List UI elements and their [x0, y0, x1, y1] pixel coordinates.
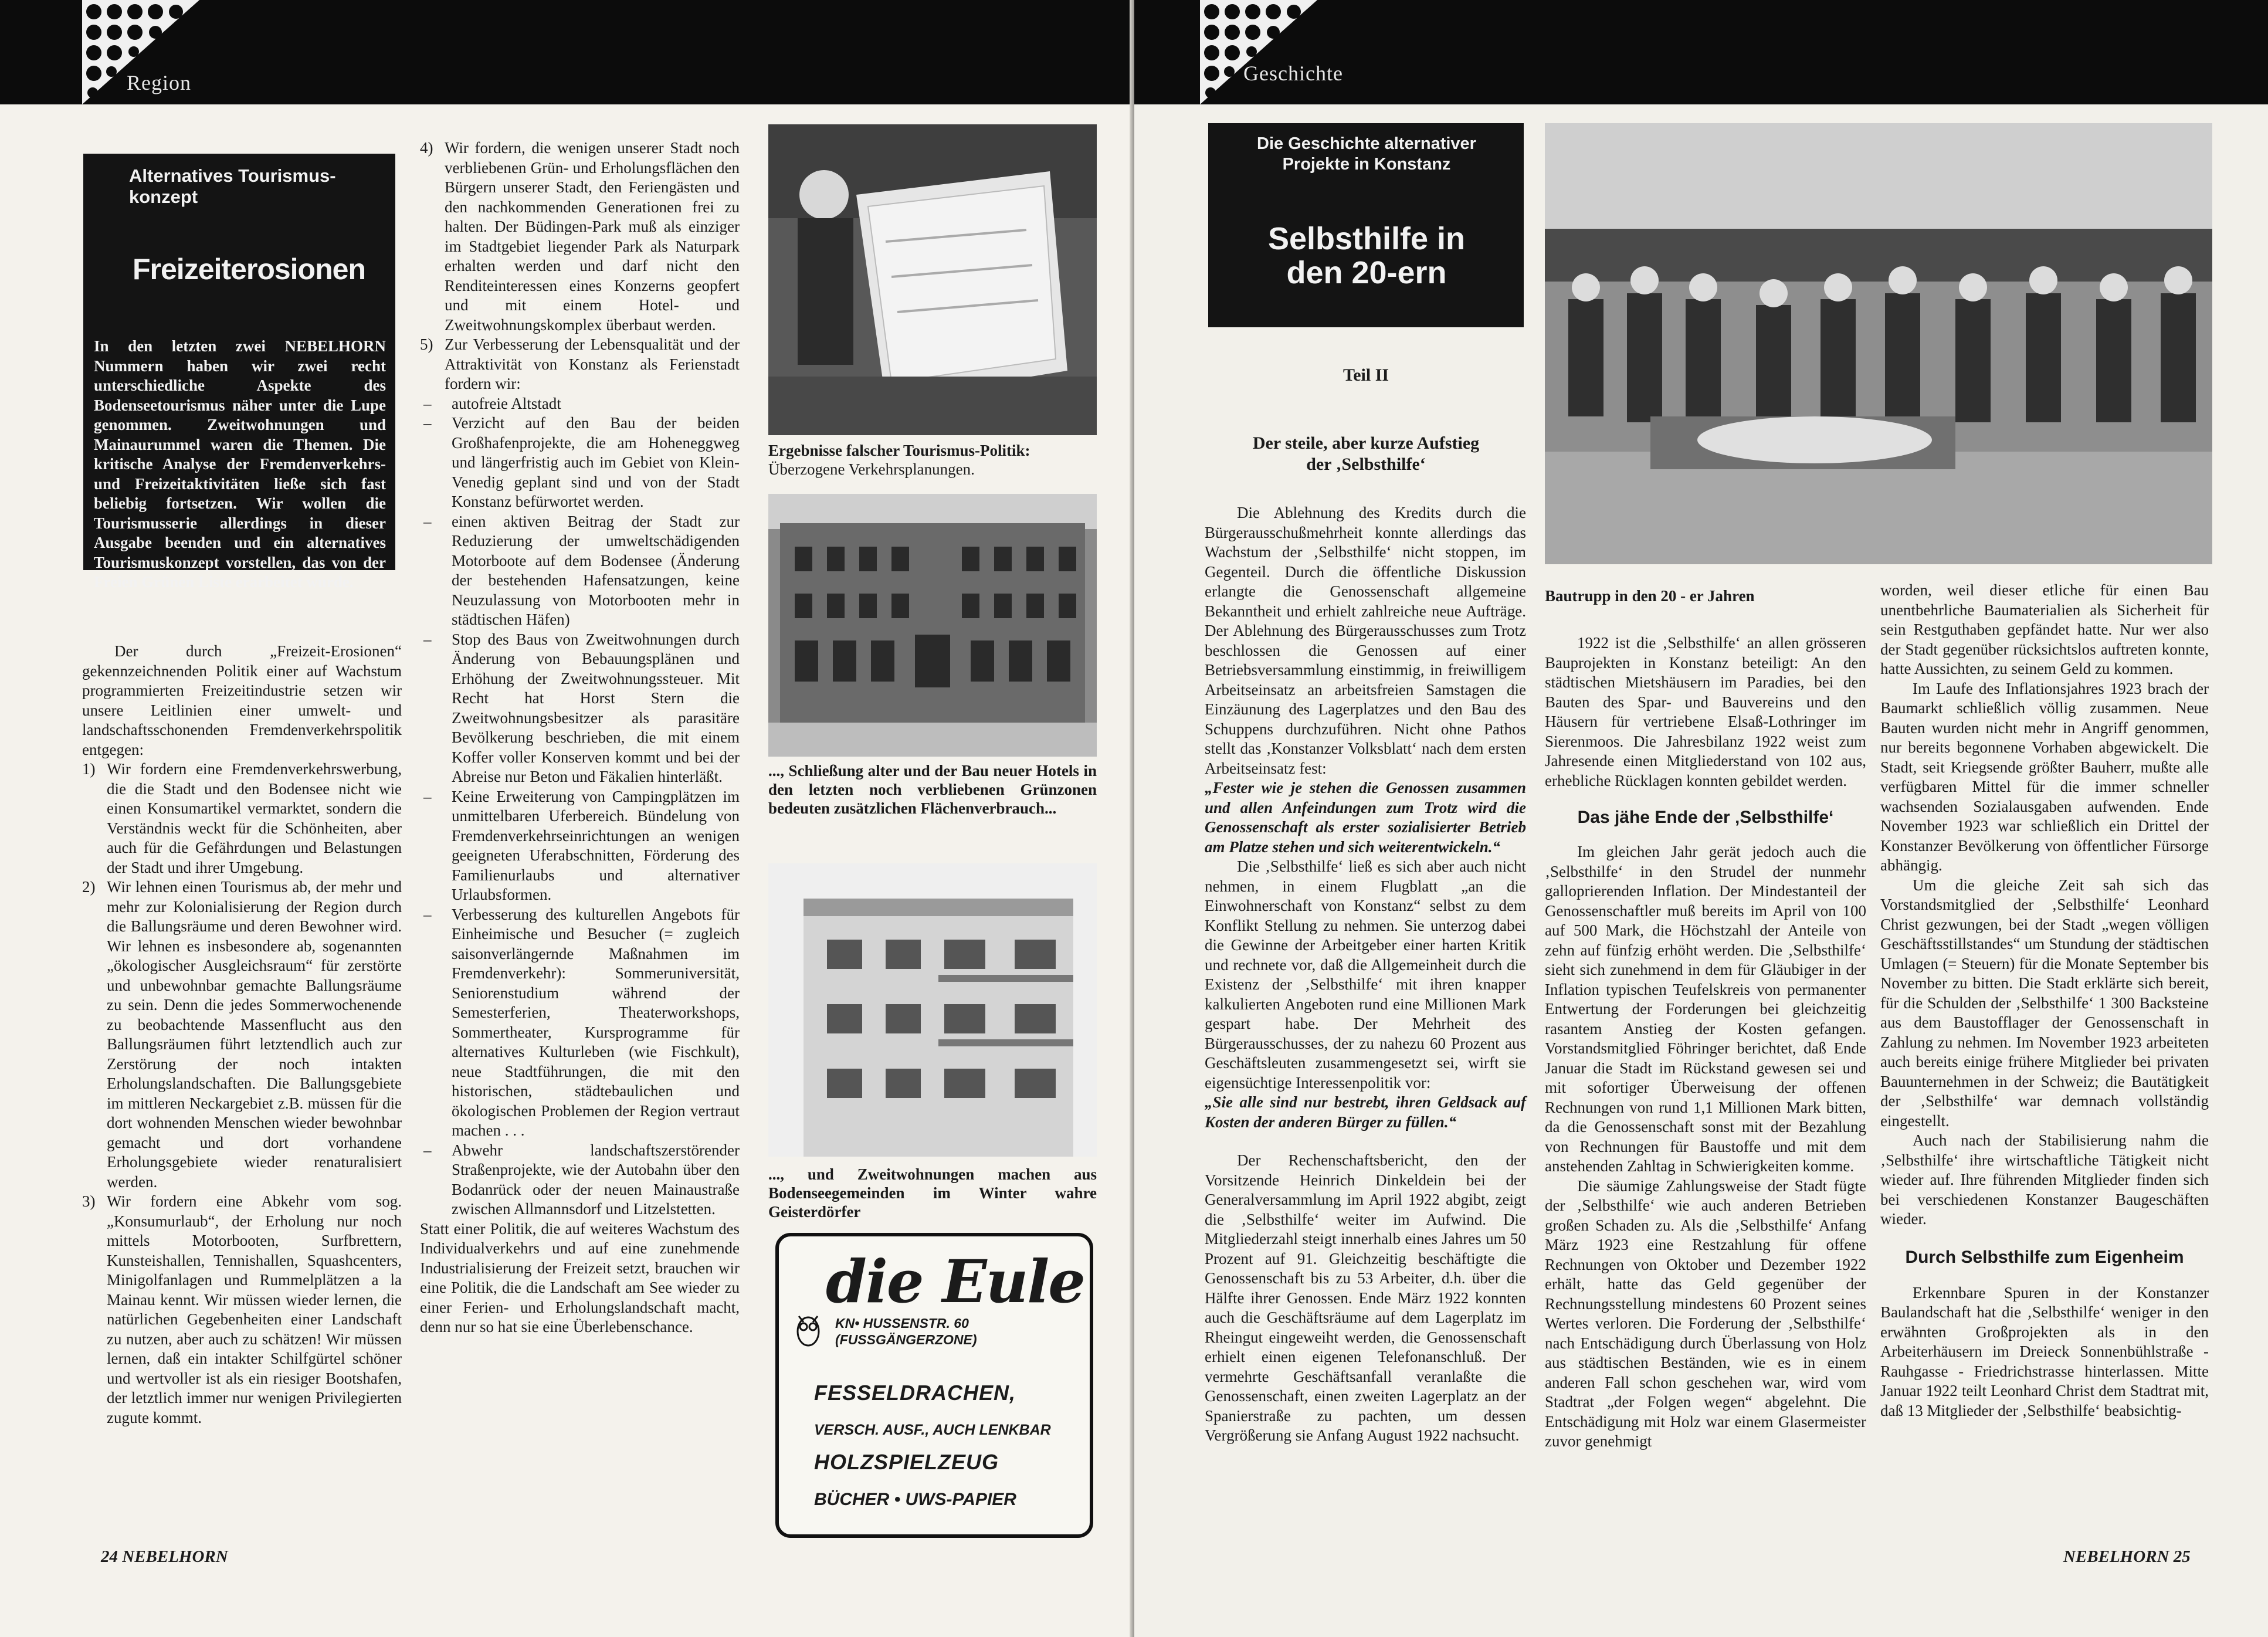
column-2 [420, 138, 740, 1337]
column-1 [1205, 503, 1526, 1446]
subheading: Durch Selbsthilfe zum Eigenheim [1905, 1247, 2184, 1267]
quote: „Fester wie je stehen die Genossen zusammen und allen Anfeindungen zum Trotz wird die Genossenschaft als erster sozialisierter Betrieb am Platze stehen und sich weiterentwickeln.“ [1205, 779, 1526, 856]
article-title: Selbsthilfe in den 20-ern [1267, 221, 1466, 290]
ad-line-2: VERSCH. AUSF., AUCH LENKBAR [814, 1422, 1051, 1438]
column-1 [82, 642, 402, 1428]
owl-icon [794, 1311, 822, 1347]
dash-item: – autofreie Altstadt [423, 394, 561, 412]
ad-line-1: FESSELDRACHEN, [814, 1381, 1016, 1405]
right-page [1134, 0, 2268, 1637]
photo-work-crew [1545, 123, 2212, 564]
list-item: 3) Wir fordern eine Abkehr vom sog. „Konsumurlaub“, der Erholung nur noch mittels Motorbooten, Surfbrettern, Kunsteishallen, Tennishallen, Squashcenters, Minigolfanlagen und Rummelplätzen a la Mainau kennt. Wir müssen wieder lernen, die natürlichen Gegebenheiten einer Landschaft zu nutzen, aber auch zu schätzen! Wir müssen lernen, daß ein intakter Schilfgürtel schöner und wertvoller ist als ein riesiger Bootshafen, der letztlich immer nur wenigen Privilegierten zugute kommt. [82, 1192, 402, 1426]
paragraph: Um die gleiche Zeit sah sich das Vorstandsmitglied der ‚Selbsthilfe‘ Leonhard Christ gezwungen, bei der Stadt „wegen völligen Geschäftsstillstandes“ um Stundung der städtischen Umlagen (= Steuern) für die Monate September bis November zu bitten. Die Stadt erklärte sich bereit, für die Schulden der ‚Selbsthilfe‘ 1 300 Backsteine aus dem Baustofflager der Genossenschaft in Zahlung zu nehmen. Im November 1923 arbeiteten auch bereits einige frühere Mitglieder bei privaten Bauunternehmen in der Schweiz; die Bautätigkeit der ‚Selbsthilfe‘ war demnach vollständig eingestellt. [1880, 876, 2209, 1130]
paragraph: Die säumige Zahlungsweise der Stadt fügte der ‚Selbsthilfe‘ wie auch anderen Betrieben großen Schaden zu. Als die ‚Selbsthilfe‘ Anfang März 1923 eine Restzahlung für offene Rechnungen von Oktober und Dezember 1922 erhält, hatte das Geld gegenüber der Rechnungsstellung mindestens 60 Prozent seines Wertes verloren. Die Forderung der ‚Selbsthilfe‘ nach Entschädigung durch Überlassung von Holz aus städtischen Beständen, wie es in einem anderen Fall schon geschehen war, wird vom Stadtrat „der Folgen wegen“ abgelehnt. Die Entschädigung mit Holz war einem Glasermeister zuvor genehmigt [1545, 1177, 1866, 1450]
list-item: 2) Wir lehnen einen Tourismus ab, der mehr und mehr zur Kolonialisierung der Region durch die Ballungsräume und deren Bewohner wird. Wir lehnen es insbesondere ab, sogenannten „ökologischer Ausgleichsraum“ für zerstörte und unbewohnbar gemachte Ballungsräume zu sein. Denn die jedes Sommerwochenende zu beobachtende Massenflucht aus den Ballungsräumen führt letztendlich auch zur Zerstörung der noch intakten Erholungslandschaften. Die Ballungsgebiete im mittleren Neckargebiet z.B. müssen für die dort wohnenden Menschen wieder bewohnbar gemacht und dort vorhandene Erholungsgebiete wieder renaturalisiert werden. [82, 878, 402, 1191]
caption-2: ..., Schließung alter und der Bau neuer Hotels in den letzten noch verbliebenen Grünzonen bedeuten zusätzlichen Flächenverbrauch... [768, 762, 1097, 817]
list-item: 1) Wir fordern eine Fremdenverkehrswerbung, die die Stadt und den Bodensee nicht wie einen Konsumartikel vermarktet, sondern die Verständnis weckt für die Schönheiten, aber auch für die Gefährdungen und Belastungen der Stadt und ihrer Umgebung. [82, 760, 402, 876]
paragraph: worden, weil dieser etliche für einen Bau unentbehrliche Baumaterialien als Sicherheit für sein Restguthaben gepfändet hatte. Nur wer also der Stadt gegenüber rücksichtslos auftreten konnte, hatte Aussichten, zu seinem Geld zu kommen. [1880, 581, 2209, 677]
article-title: Freizeiterosionen [133, 253, 365, 286]
dots-ornament-icon [1200, 0, 1317, 104]
ad-address: KN• HUSSENSTR. 60 (FUSSGÄNGERZONE) [835, 1316, 977, 1347]
dash-item: – Verbesserung des kulturellen Angebots für Einheimische und Besucher (= zugleich saisonverlängernde Maßnahmen im Fremdenverkehr): Sommeruniversität, Seniorenstudium während der Semesterferien, Theaterworkshops, Sommertheater, Kursprogramme für alternatives Kulturleben (wie Fischkult), neue Stadtführungen, die mit den historischen, städtebaulichen und ökologischen Problemen der Region vertraut machen . . . [423, 905, 740, 1139]
paragraph: Im Laufe des Inflationsjahres 1923 brach der Baumarkt schließlich völlig zusammen. Neue Bauten wurden nicht mehr in Angriff genommen, nur bereits begonnene Vorhaben abgewickelt. Die Stadt, seit Kriegsende größter Bauherr, mußte alle verfügbaren Mittel für die immer schneller wachsenden Sozialausgaben aufwenden. Ende November 1923 war schließlich ein Drittel der Konstanzer Bevölkerung von öffentlicher Fürsorge abhängig. [1880, 679, 2209, 874]
paragraph: Statt einer Politik, die auf weiteres Wachstum des Individualverkehrs und auf eine zunehmende Industrialisierung der Freizeit setzt, brauchen wir eine Politik, die die Landschaft am See wieder zu einer Ferien- und Erholungslandschaft macht, denn nur so hat sie eine Überlebenschance. [420, 1219, 740, 1336]
article-kicker: Alternatives Tourismus-konzept [129, 165, 336, 207]
photo-caption: Bautrupp in den 20 - er Jahren [1545, 587, 1755, 605]
page-footer: NEBELHORN 25 [2063, 1547, 2191, 1566]
dash-item: – Abwehr landschaftszerstörender Straßenprojekte, wie der Autobahn über den Bodanrück oder der neuen Mainaustraße zwischen Allmannsdorf und Litzelstetten. [423, 1141, 740, 1218]
dash-item: – Keine Erweiterung von Campingplätzen im unmittelbaren Uferbereich. Bündelung von Fremdenverkehrseinrichtungen an wenigen geeigneten Uferabschnitten, Förderung des Familienurlaubs und alternativer Urlaubsformen. [423, 787, 740, 903]
list-item: 4) Wir fordern, die wenigen unserer Stadt noch verbliebenen Grün- und Erholungsflächen den Bürgern unserer Stadt, den Feriengästen und den nachkommenden Generationen frei zu halten. Der Büdingen-Park muß als einziger im Stadtgebiet liegender Park als Naturpark erhalten werden und darf nicht den Renditeinteressen eines Konzerns geopfert und mit einem Hotel- und Zweitwohnungskomplex überbaut werden. [420, 139, 740, 334]
section-label: Geschichte [1243, 62, 1343, 85]
paragraph: Der durch „Freizeit-Erosionen“ gekennzeichnenden Politik einer auf Wachstum programmierten Freizeitindustrie setzen wir unsere Leitlinien einer umwelt- und landschaftsschonenden Fremdenverkehrspolitik entgegen: [82, 642, 402, 758]
quote: „Sie alle sind nur bestrebt, ihren Geldsack auf Kosten der anderen Bürger zu füllen.“ [1205, 1093, 1526, 1131]
ad-line-4: BÜCHER • UWS-PAPIER [814, 1490, 1016, 1509]
article-header-box [83, 154, 395, 591]
column-2 [1545, 633, 1866, 1452]
photo-planning [768, 124, 1097, 435]
article-intro: In den letzten zwei NEBELHORN Nummern haben wir zwei recht unterschiedliche Aspekte des Bodenseetourismus näher unter die Lupe genommen. Zweitwohnungen und Mainaurummel waren die Themen. Die kritische Analyse der Fremdenverkehrs- und Freizeitaktivitäten ließe sich fast beliebig fortsetzen. Wir wollen die Tourismusserie allerdings in dieser Ausgabe beenden und ein alternatives Tourismuskonzept vorstellen, das von der Freien Grünen Liste erarbeitet wurde. [94, 337, 386, 591]
paragraph: Der Rechenschaftsbericht, den der Vorsitzende Heinrich Dinkeldein bei der Generalversammlung im April 1922 abgibt, zeigt die ‚Selbsthilfe‘ weiter im Aufwind. Die Mitgliederzahl steigt innerhalb eines Jahres um 50 Prozent auf 91. Gleichzeitig beschäftigte die Genossenschaft bis zu 53 Arbeiter, d.h. über die Hälfte ihrer Genossen. Ende März 1922 konnten auch die Geschäftsräume auf dem Lagerplatz im Rheingut eingeweiht werden, die Genossenschaft erhielt einen eigenen Telefonanschluß. Der vermehrte Geschäftsanfall veranlaßte die Genossenschaft, einen zweiten Lagerplatz an der Spanierstraße zu pachten, um dessen Vergrößerung sie Anfang August 1922 nachsucht. [1205, 1151, 1526, 1444]
list-item: 5) Zur Verbesserung der Lebensqualität und der Attraktivität von Konstanz als Ferienstadt fordern wir: [420, 335, 740, 392]
paragraph: Die ‚Selbsthilfe‘ ließ es sich aber auch nicht nehmen, in einem Flugblatt „an die Einwohnerschaft von Konstanz“ selbst zu dem Konflikt Stellung zu nehmen. Sie unterzog dabei die Gewinne der Arbeitgeber einer harten Kritik und rechnete vor, daß die Allgemeinheit durch die Existenz der ‚Selbsthilfe‘ mit ihren knapper kalkulierten Angeboten rund eine Millionen Mark gespart habe. Der Mehrheit des Bürgerausschusses, der zu nahezu 60 Prozent aus Geschäftsleuten zusammengesetzt sei, wirft sie eigensüchtige Interessenpolitik vor: [1205, 858, 1526, 1092]
ad-line-3: HOLZSPIELZEUG [814, 1450, 999, 1474]
photo-hotel [768, 494, 1097, 757]
paragraph: Im gleichen Jahr gerät jedoch auch die ‚Selbsthilfe‘ in den Strudel der nunmehr galloprierenden Inflation. Der Mindestanteil der Genossenschaftler muß bereits im April von 100 auf 500 Mark, die Höchstzahl der Anteile von zehn auf fünfzig erhöht werden. Die ‚Selbsthilfe‘ sieht sich zunehmend in dem für Gläubiger in der Inflation typischen Teufelskreis von permanenter Entwertung der Forderungen bei gleichzeitig rasantem Anstieg der Kosten gefangen. Vorstandsmitglied Föhringer berichtet, daß Ende Januar die Stadt im Rückstand gewesen sei und mit sofortiger Überweisung der offenen Rechnungen von rund 1,1 Millionen Mark bitten, da die Genossenschaft sonst mit der Bezahlung von Rechnungen für Baustoffe und mit dem anstehenden Zahltag in Schwierigkeiten komme. [1545, 843, 1866, 1175]
paragraph: 1922 ist die ‚Selbsthilfe‘ an allen grösseren Bauprojekten in Konstanz beteiligt: An den städtischen Mietshäusern im Paradies, bei den Bauten des Spar- und Bauvereins und den Häusern für vertriebene Elsaß-Lothringer im Sierenmoos. Die Jahresbilanz 1922 weist zum Jahresende einen Mitgliederstand von 102 aus, erhebliche Rücklagen konnten gebildet werden. [1545, 634, 1866, 789]
dash-item: – Stop des Baus von Zweitwohnungen durch Änderung von Bebauungsplänen und Erhöhung der Zweitwohnungssteuer. Mit Recht hat Horst Stern die Zweitwohnungsbesitzer als parasitäre Bevölkerung beschrieben, die mit einem Koffer voller Konserven kommt und bei der Abreise nur Beton und Fäkalien hinterläßt. [423, 630, 740, 785]
paragraph: Auch nach der Stabilisierung nahm die ‚Selbsthilfe‘ ihre wirtschaftliche Tätigkeit nicht wieder auf. Ihre führenden Mitglieder finden sich bei verschiedenen Konstanzer Baugeschäften wieder. [1880, 1131, 2209, 1228]
column-3 [1880, 581, 2209, 1421]
advertisement [775, 1233, 1093, 1538]
article-subtitle: Der steile, aber kurze Aufstieg der ‚Selbsthilfe‘ [1252, 433, 1480, 474]
page-footer: 24 NEBELHORN [101, 1547, 228, 1566]
article-kicker: Die Geschichte alternativer Projekte in Konstanz [1257, 134, 1476, 174]
dash-item: – Verzicht auf den Bau der beiden Großhafenprojekte, die am Hoheneggweg und längerfristig auch im Gebiet von Klein-Venedig geplant sind und von der Stadt Konstanz befürwortet werden. [423, 414, 740, 510]
ad-logo: die Eule [826, 1247, 1084, 1316]
section-label: Region [127, 71, 191, 94]
subheading: Das jähe Ende der ‚Selbsthilfe‘ [1577, 808, 1834, 827]
caption-1: Ergebnisse falscher Tourismus-Politik: Überzogene Verkehrsplanungen. [768, 442, 1030, 478]
part-label: Teil II [1343, 365, 1389, 385]
paragraph: Erkennbare Spuren in der Konstanzer Baulandschaft hat die ‚Selbsthilfe‘ weniger in den erwähnten Großprojekten als in den Arbeiterhäusern im Dreieck Sonnenbühlstraße - Rauhgasse - Friedrichstrasse hinterlassen. Mitte Januar 1922 teilt Leonhard Christ dem Stadtrat mit, daß 13 Mitglieder der ‚Selbsthilfe‘ beabsichtig- [1880, 1283, 2209, 1419]
photo-apartment [768, 863, 1097, 1157]
caption-3: ..., und Zweitwohnungen machen aus Bodenseegemeinden im Winter wahre Geisterdörfer [768, 1165, 1097, 1221]
dash-item: – einen aktiven Beitrag der Stadt zur Reduzierung der umweltschädigenden Motorboote auf dem Bodensee (Änderung der bestehenden Hafensatzungen, keine Neuzulassung von Motorbooten mehr in städtischen Häfen) [423, 512, 740, 628]
paragraph: Die Ablehnung des Kredits durch die Bürgerausschußmehrheit konnte allerdings das Wachstum der ‚Selbsthilfe‘ nicht stoppen, im Gegenteil. Durch die öffentliche Diskussion erlangte die Genossenschaft allgemeine Bekanntheit und erhielt zahlreiche neue Aufträge. Der Ablehnung des Bürgerausschusses zum Trotz beschlossen die Genossen auf einer Betriebsversammlung einstimmig, in freiwilligem Arbeitseinsatz an arbeitsfreien Samstagen die Einzäunung des Lagerplatzes und den Bau des Schuppens durchzuführen. Nicht ohne Pathos stellt das ‚Konstanzer Volksblatt‘ nach dem ersten Arbeitseinsatz fest: [1205, 504, 1526, 777]
article-header-box [1208, 123, 1524, 327]
